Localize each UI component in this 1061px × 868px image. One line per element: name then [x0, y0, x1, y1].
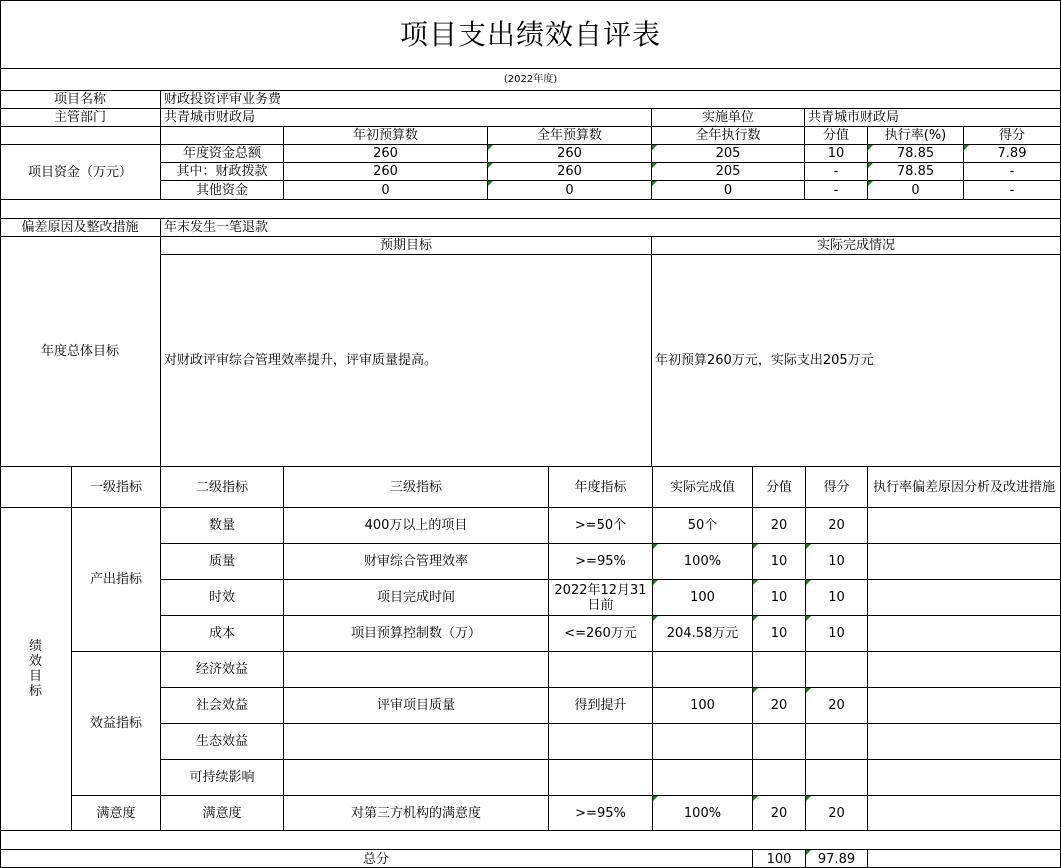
cell-marker	[652, 145, 657, 150]
funds-cell: 205	[715, 146, 741, 161]
impl-unit-value: 共青城市财政局	[808, 110, 900, 125]
perf-cell: 400万以上的项目	[364, 518, 468, 533]
grid-line	[0, 68, 1061, 69]
grid-line	[160, 90, 161, 145]
funds-row-label: 其他资金	[195, 182, 248, 198]
perf-cell: 20	[770, 806, 788, 821]
perf-cell	[549, 760, 652, 795]
perf-cell: 10	[770, 590, 788, 605]
grid-line	[283, 126, 284, 200]
funds-cell: -	[833, 164, 839, 179]
cell-marker	[652, 163, 657, 168]
funds-cell: 78.85	[896, 164, 935, 179]
perf-level2-cell: 质量	[208, 554, 235, 569]
grid-line	[0, 0, 1061, 1]
cell-marker	[753, 580, 758, 585]
perf-cell	[653, 652, 752, 687]
grid-line	[160, 218, 161, 508]
grid-line	[283, 466, 284, 831]
funds-header: 执行率(%)	[884, 128, 947, 143]
perf-header: 一级指标	[89, 479, 142, 495]
grid-line	[548, 466, 549, 831]
perf-header: 实际完成值	[669, 479, 735, 495]
perf-cell	[806, 724, 867, 759]
project-name-value: 财政投资评审业务费	[164, 92, 282, 107]
perf-cell: 10	[828, 554, 845, 569]
cell-marker	[806, 796, 811, 801]
funds-cell: 0	[565, 182, 574, 198]
cell-marker	[653, 544, 658, 549]
perf-cell: 2022年12月31日前	[554, 582, 647, 613]
cell-marker	[868, 145, 873, 150]
perf-header: 分值	[765, 479, 792, 495]
funds-row-label: 其中：财政拨款	[176, 164, 268, 179]
cell-marker	[806, 850, 811, 855]
perf-cell: 20	[828, 806, 845, 821]
perf-cell	[653, 760, 752, 795]
perf-header: 年度指标	[574, 479, 627, 495]
deviation-label: 偏差原因及整改措施	[21, 220, 139, 235]
grid-line	[804, 126, 805, 200]
cell-marker	[868, 163, 873, 168]
cell-marker	[806, 688, 811, 693]
perf-level2-cell: 时效	[208, 590, 235, 605]
grid-line	[160, 723, 1061, 724]
perf-cell: >=95%	[575, 806, 626, 821]
grid-line	[0, 849, 1061, 850]
cell-marker	[653, 796, 658, 801]
funds-cell: 78.85	[896, 146, 935, 161]
perf-level2-cell: 生态效益	[195, 734, 248, 749]
cell-marker	[652, 181, 657, 186]
perf-header: 三级指标	[389, 479, 442, 495]
perf-cell: 得到提升	[574, 698, 627, 713]
perf-group-char: 目	[28, 669, 42, 684]
actual-goal-text: 年初预算260万元，实际支出205万元	[655, 353, 874, 368]
funds-cell: -	[1009, 182, 1015, 198]
funds-label: 项目资金（万元）	[27, 164, 132, 180]
grid-line	[160, 254, 1061, 255]
grid-line	[160, 144, 161, 200]
project-name-label: 项目名称	[53, 92, 106, 107]
dept-label: 主管部门	[53, 110, 106, 125]
grid-line	[804, 108, 805, 127]
perf-level2-cell: 数量	[208, 518, 235, 533]
cell-marker	[488, 163, 493, 168]
perf-cell: 20	[770, 518, 788, 533]
grid-line	[867, 849, 868, 868]
funds-cell: 0	[723, 182, 733, 198]
grid-line	[0, 0, 1, 868]
perf-cell: 10	[828, 590, 845, 605]
cell-marker	[653, 580, 658, 585]
cell-marker	[868, 181, 873, 186]
year-label: (2022年度)	[503, 74, 558, 85]
funds-cell: 7.89	[997, 146, 1027, 161]
perf-cell: 财审综合管理效率	[363, 554, 468, 569]
perf-level2-cell: 满意度	[202, 806, 242, 821]
cell-marker	[753, 688, 758, 693]
perf-cell	[753, 760, 805, 795]
perf-cell	[549, 652, 652, 687]
cell-marker	[653, 616, 658, 621]
perf-cell	[753, 652, 805, 687]
expected-goal-header: 预期目标	[379, 238, 432, 253]
cell-marker	[753, 796, 758, 801]
perf-header: 执行率偏差原因分析及改进措施	[872, 479, 1055, 495]
expected-goal-text: 对财政评审综合管理效率提升，评审质量提高。	[164, 353, 438, 368]
funds-cell: -	[833, 182, 839, 198]
grid-line	[0, 830, 1061, 831]
perf-cell: 100%	[683, 554, 722, 569]
cell-marker	[488, 181, 493, 186]
perf-group-char: 效	[28, 654, 42, 669]
goals-label: 年度总体目标	[40, 344, 119, 359]
grid-line	[160, 759, 1061, 760]
perf-cell	[806, 652, 867, 687]
funds-cell: 0	[911, 182, 920, 198]
funds-cell: 260	[373, 146, 398, 161]
grid-line	[160, 687, 1061, 688]
actual-goal-header: 实际完成情况	[816, 238, 895, 253]
perf-cell: 10	[828, 626, 845, 641]
grid-line	[71, 795, 161, 796]
deviation-value: 年末发生一笔退款	[164, 220, 269, 235]
perf-cell: 100%	[683, 806, 722, 821]
perf-cell: 20	[770, 698, 788, 713]
perf-cell: 20	[828, 698, 845, 713]
perf-cell: >=50个	[574, 518, 627, 533]
perf-cell	[284, 724, 548, 759]
perf-cell: 204.58万元	[666, 626, 739, 641]
grid-line	[160, 162, 1061, 163]
perf-cell: 100	[690, 698, 715, 713]
grid-line	[160, 507, 161, 831]
cell-marker	[488, 145, 493, 150]
grid-line	[160, 615, 1061, 616]
grid-line	[752, 466, 753, 831]
cell-marker	[753, 616, 758, 621]
perf-cell: 评审项目质量	[376, 698, 455, 713]
funds-cell: 10	[827, 146, 845, 161]
perf-cell: 20	[828, 518, 845, 533]
level1-satisfaction: 满意度	[96, 805, 136, 821]
level1-benefit: 效益指标	[89, 716, 142, 731]
perf-cell: 50个	[687, 518, 718, 533]
funds-header: 全年执行数	[695, 128, 761, 143]
perf-cell	[549, 724, 652, 759]
funds-header: 全年预算数	[536, 128, 602, 143]
funds-header: 得分	[998, 128, 1025, 143]
grid-line	[160, 579, 1061, 580]
perf-cell: >=95%	[575, 554, 626, 569]
cell-marker	[806, 616, 811, 621]
cell-marker	[806, 544, 811, 549]
perf-cell: 项目完成时间	[376, 590, 455, 605]
grid-line	[805, 466, 806, 831]
perf-cell	[806, 760, 867, 795]
grid-line	[160, 180, 1061, 181]
grid-line	[867, 466, 868, 831]
perf-cell: 10	[770, 626, 788, 641]
funds-cell: 0	[381, 182, 390, 198]
perf-cell	[753, 724, 805, 759]
cell-marker	[806, 580, 811, 585]
funds-cell: 205	[715, 164, 741, 179]
funds-header: 年初预算数	[352, 128, 418, 143]
perf-level2-cell: 经济效益	[195, 662, 248, 677]
grid-line	[652, 466, 653, 831]
grid-line	[71, 651, 161, 652]
grid-line	[651, 236, 652, 467]
perf-header: 二级指标	[195, 479, 248, 495]
perf-group-char: 绩	[28, 639, 42, 654]
perf-group-char: 标	[28, 684, 42, 699]
funds-cell: 260	[557, 146, 582, 161]
grid-line	[71, 466, 72, 831]
grid-line	[160, 651, 1061, 652]
funds-header: 分值	[822, 128, 849, 143]
level1-output: 产出指标	[89, 572, 142, 587]
funds-cell: 260	[373, 164, 398, 179]
cell-marker	[964, 145, 969, 150]
cell-marker	[753, 544, 758, 549]
perf-cell: 项目预算控制数（万）	[350, 626, 481, 641]
dept-value: 共青城市财政局	[164, 110, 256, 125]
impl-unit-label: 实施单位	[701, 110, 754, 125]
total-score: 97.89	[817, 851, 856, 867]
perf-cell: 100	[690, 590, 715, 605]
page-title: 项目支出绩效自评表	[399, 17, 661, 51]
perf-cell	[284, 652, 548, 687]
perf-level2-cell: 可持续影响	[189, 770, 255, 785]
grid-line	[963, 126, 964, 200]
perf-cell: 10	[770, 554, 788, 569]
perf-level2-cell: 成本	[208, 626, 235, 641]
perf-group-label	[0, 508, 71, 830]
grid-line	[752, 849, 753, 868]
grid-line	[160, 795, 1061, 796]
funds-cell: -	[1009, 164, 1015, 179]
perf-header: 得分	[823, 479, 850, 495]
perf-level2-cell: 社会效益	[195, 698, 248, 713]
funds-cell: 260	[557, 164, 582, 179]
grid-line	[651, 108, 652, 127]
total-score-value: 100	[766, 851, 792, 867]
perf-cell: 对第三方机构的满意度	[350, 806, 481, 821]
total-label: 总分	[362, 851, 389, 867]
perf-cell	[284, 760, 548, 795]
funds-row-label: 年度资金总额	[182, 146, 261, 161]
grid-line	[160, 543, 1061, 544]
perf-cell	[653, 724, 752, 759]
perf-cell: <=260万元	[564, 626, 637, 641]
